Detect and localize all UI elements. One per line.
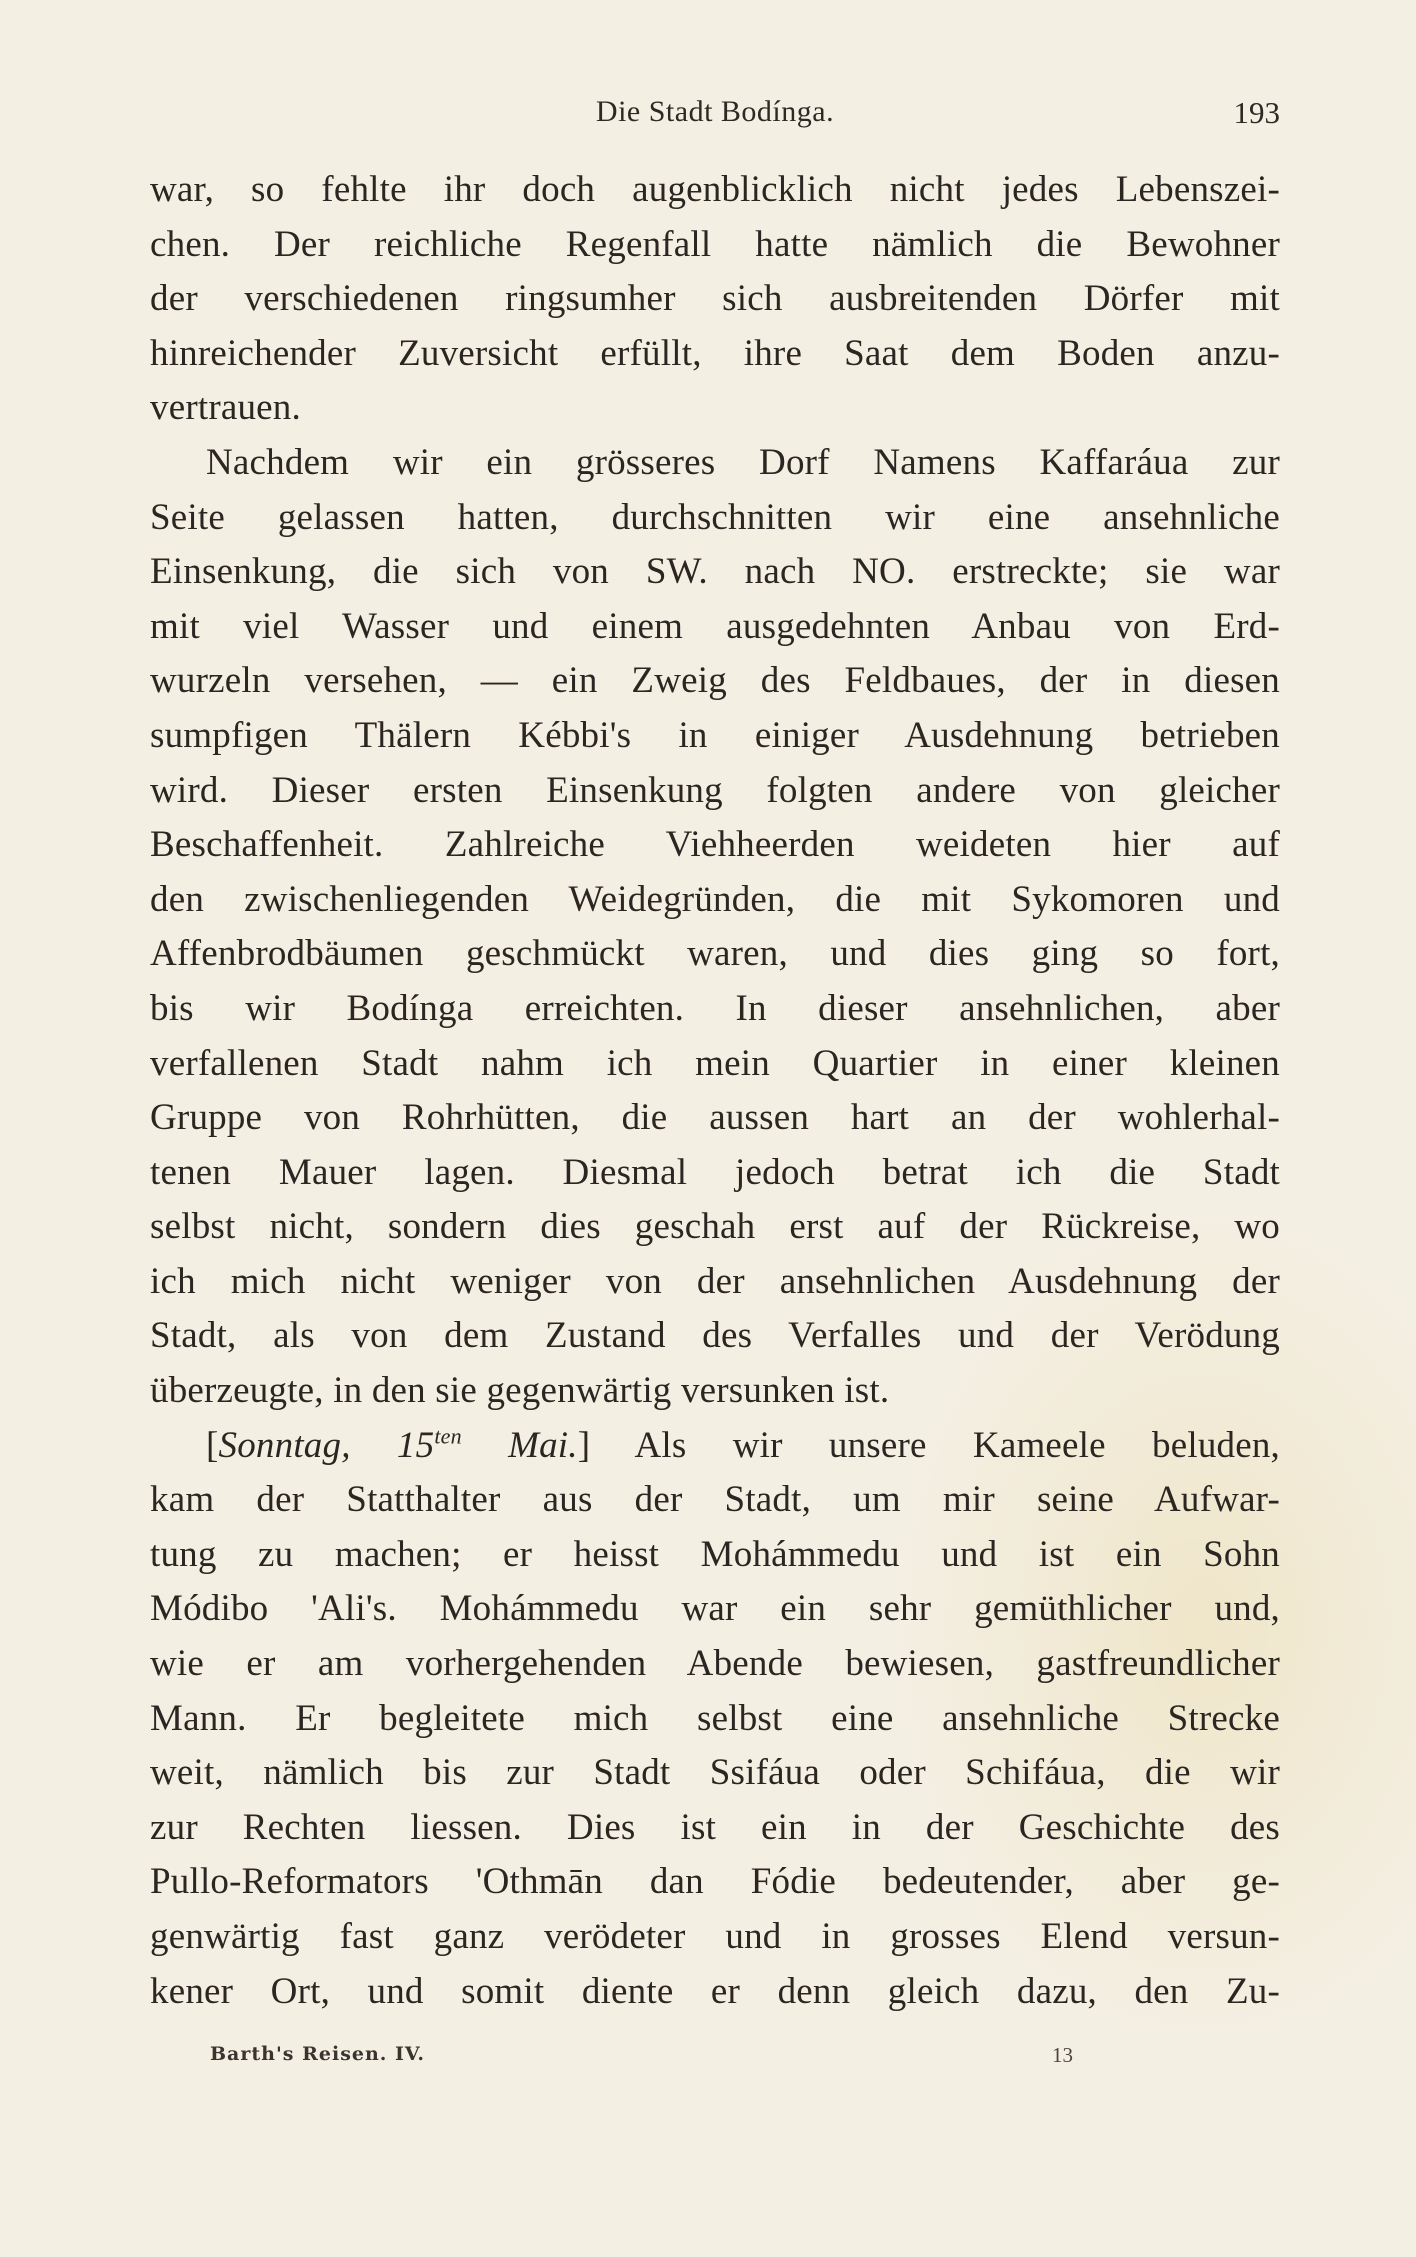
text-line: vertrauen.: [150, 387, 301, 429]
text-line: Nachdem wir ein grösseres Dorf Namens Kaffaráua zur: [206, 441, 1280, 483]
text-line: mit viel Wasser und einem ausgedehnten Anbau von Erd-: [150, 605, 1280, 647]
date-superscript: ten: [434, 1423, 462, 1449]
date-italic: Mai.: [461, 1424, 578, 1466]
text-line: verfallenen Stadt nahm ich mein Quartier in einer kleinen: [150, 1042, 1280, 1084]
body-text: [150, 163, 1280, 2019]
text-line: ich mich nicht weniger von der ansehnlichen Ausdehnung der: [150, 1260, 1280, 1302]
text-line: kam der Statthalter aus der Stadt, um mir seine Aufwar-: [150, 1479, 1280, 1521]
text-line: kener Ort, und somit diente er denn gleich dazu, den Zu-: [150, 1970, 1280, 2012]
text-line: Stadt, als von dem Zustand des Verfalles und der Verödung: [150, 1315, 1280, 1357]
text-line: chen. Der reichliche Regenfall hatte nämlich die Bewohner: [150, 223, 1280, 265]
text-line: genwärtig fast ganz verödeter und in grosses Elend versun-: [150, 1916, 1280, 1957]
footer-volume-label: Barth's Reisen. IV.: [210, 2043, 425, 2065]
text-line: Mann. Er begleitete mich selbst eine ansehnliche Strecke: [150, 1697, 1280, 1739]
text-line: wird. Dieser ersten Einsenkung folgten andere von gleicher: [150, 769, 1280, 811]
text-span: ] Als wir unsere Kameele beluden,: [577, 1424, 1280, 1466]
text-line: den zwischenliegenden Weidegründen, die mit Sykomoren und: [150, 878, 1280, 920]
text-line: Pullo-Reformators 'Othmān dan Fódie bedeutender, aber ge-: [150, 1861, 1280, 1903]
text-line: Módibo 'Ali's. Mohámmedu war ein sehr gemüthlicher und,: [150, 1588, 1280, 1630]
text-line: selbst nicht, sondern dies geschah erst auf der Rückreise, wo: [150, 1206, 1280, 1248]
text-line: Gruppe von Rohrhütten, die aussen hart an der wohlerhal-: [150, 1097, 1280, 1139]
text-line: zur Rechten liessen. Dies ist ein in der Geschichte des: [150, 1806, 1280, 1848]
text-line: Seite gelassen hatten, durchschnitten wir eine ansehnliche: [150, 496, 1280, 538]
text-line: der verschiedenen ringsumher sich ausbreitenden Dörfer mit: [150, 278, 1280, 320]
text-line: Beschaffenheit. Zahlreiche Viehheerden weideten hier auf: [150, 824, 1280, 866]
text-line: hinreichender Zuversicht erfüllt, ihre Saat dem Boden anzu-: [150, 332, 1280, 374]
page-number: 193: [1233, 95, 1280, 130]
signature-mark: 13: [1052, 2043, 1073, 2067]
text-line: war, so fehlte ihr doch augenblicklich nicht jedes Lebenszei-: [150, 169, 1280, 210]
text-line: sumpfigen Thälern Kébbi's in einiger Ausdehnung betrieben: [150, 714, 1280, 756]
text-line: wie er am vorhergehenden Abende bewiesen, gastfreundlicher: [150, 1643, 1280, 1685]
text-line: wurzeln versehen, — ein Zweig des Feldbaues, der in diesen: [150, 660, 1280, 702]
text-line: Einsenkung, die sich von SW. nach NO. erstreckte; sie war: [150, 551, 1280, 593]
running-title: Die Stadt Bodínga.: [595, 95, 835, 128]
text-line: bis wir Bodínga erreichten. In dieser ansehnlichen, aber: [150, 987, 1280, 1029]
page-footer: [210, 2043, 1090, 2083]
text-line: tung zu machen; er heisst Mohámmedu und ist ein Sohn: [150, 1533, 1280, 1575]
text-line: [150, 1419, 1280, 1474]
text-line: Affenbrodbäumen geschmückt waren, und dies ging so fort,: [150, 933, 1280, 975]
text-line: tenen Mauer lagen. Diesmal jedoch betrat ich die Stadt: [150, 1151, 1280, 1193]
text-line: überzeugte, in den sie gegenwärtig versunken ist.: [150, 1370, 890, 1412]
date-italic: Sonntag, 15: [218, 1424, 435, 1466]
text-line: weit, nämlich bis zur Stadt Ssifáua oder Schifáua, die wir: [150, 1752, 1280, 1794]
text-span: [: [206, 1424, 219, 1466]
running-head: [150, 95, 1280, 135]
